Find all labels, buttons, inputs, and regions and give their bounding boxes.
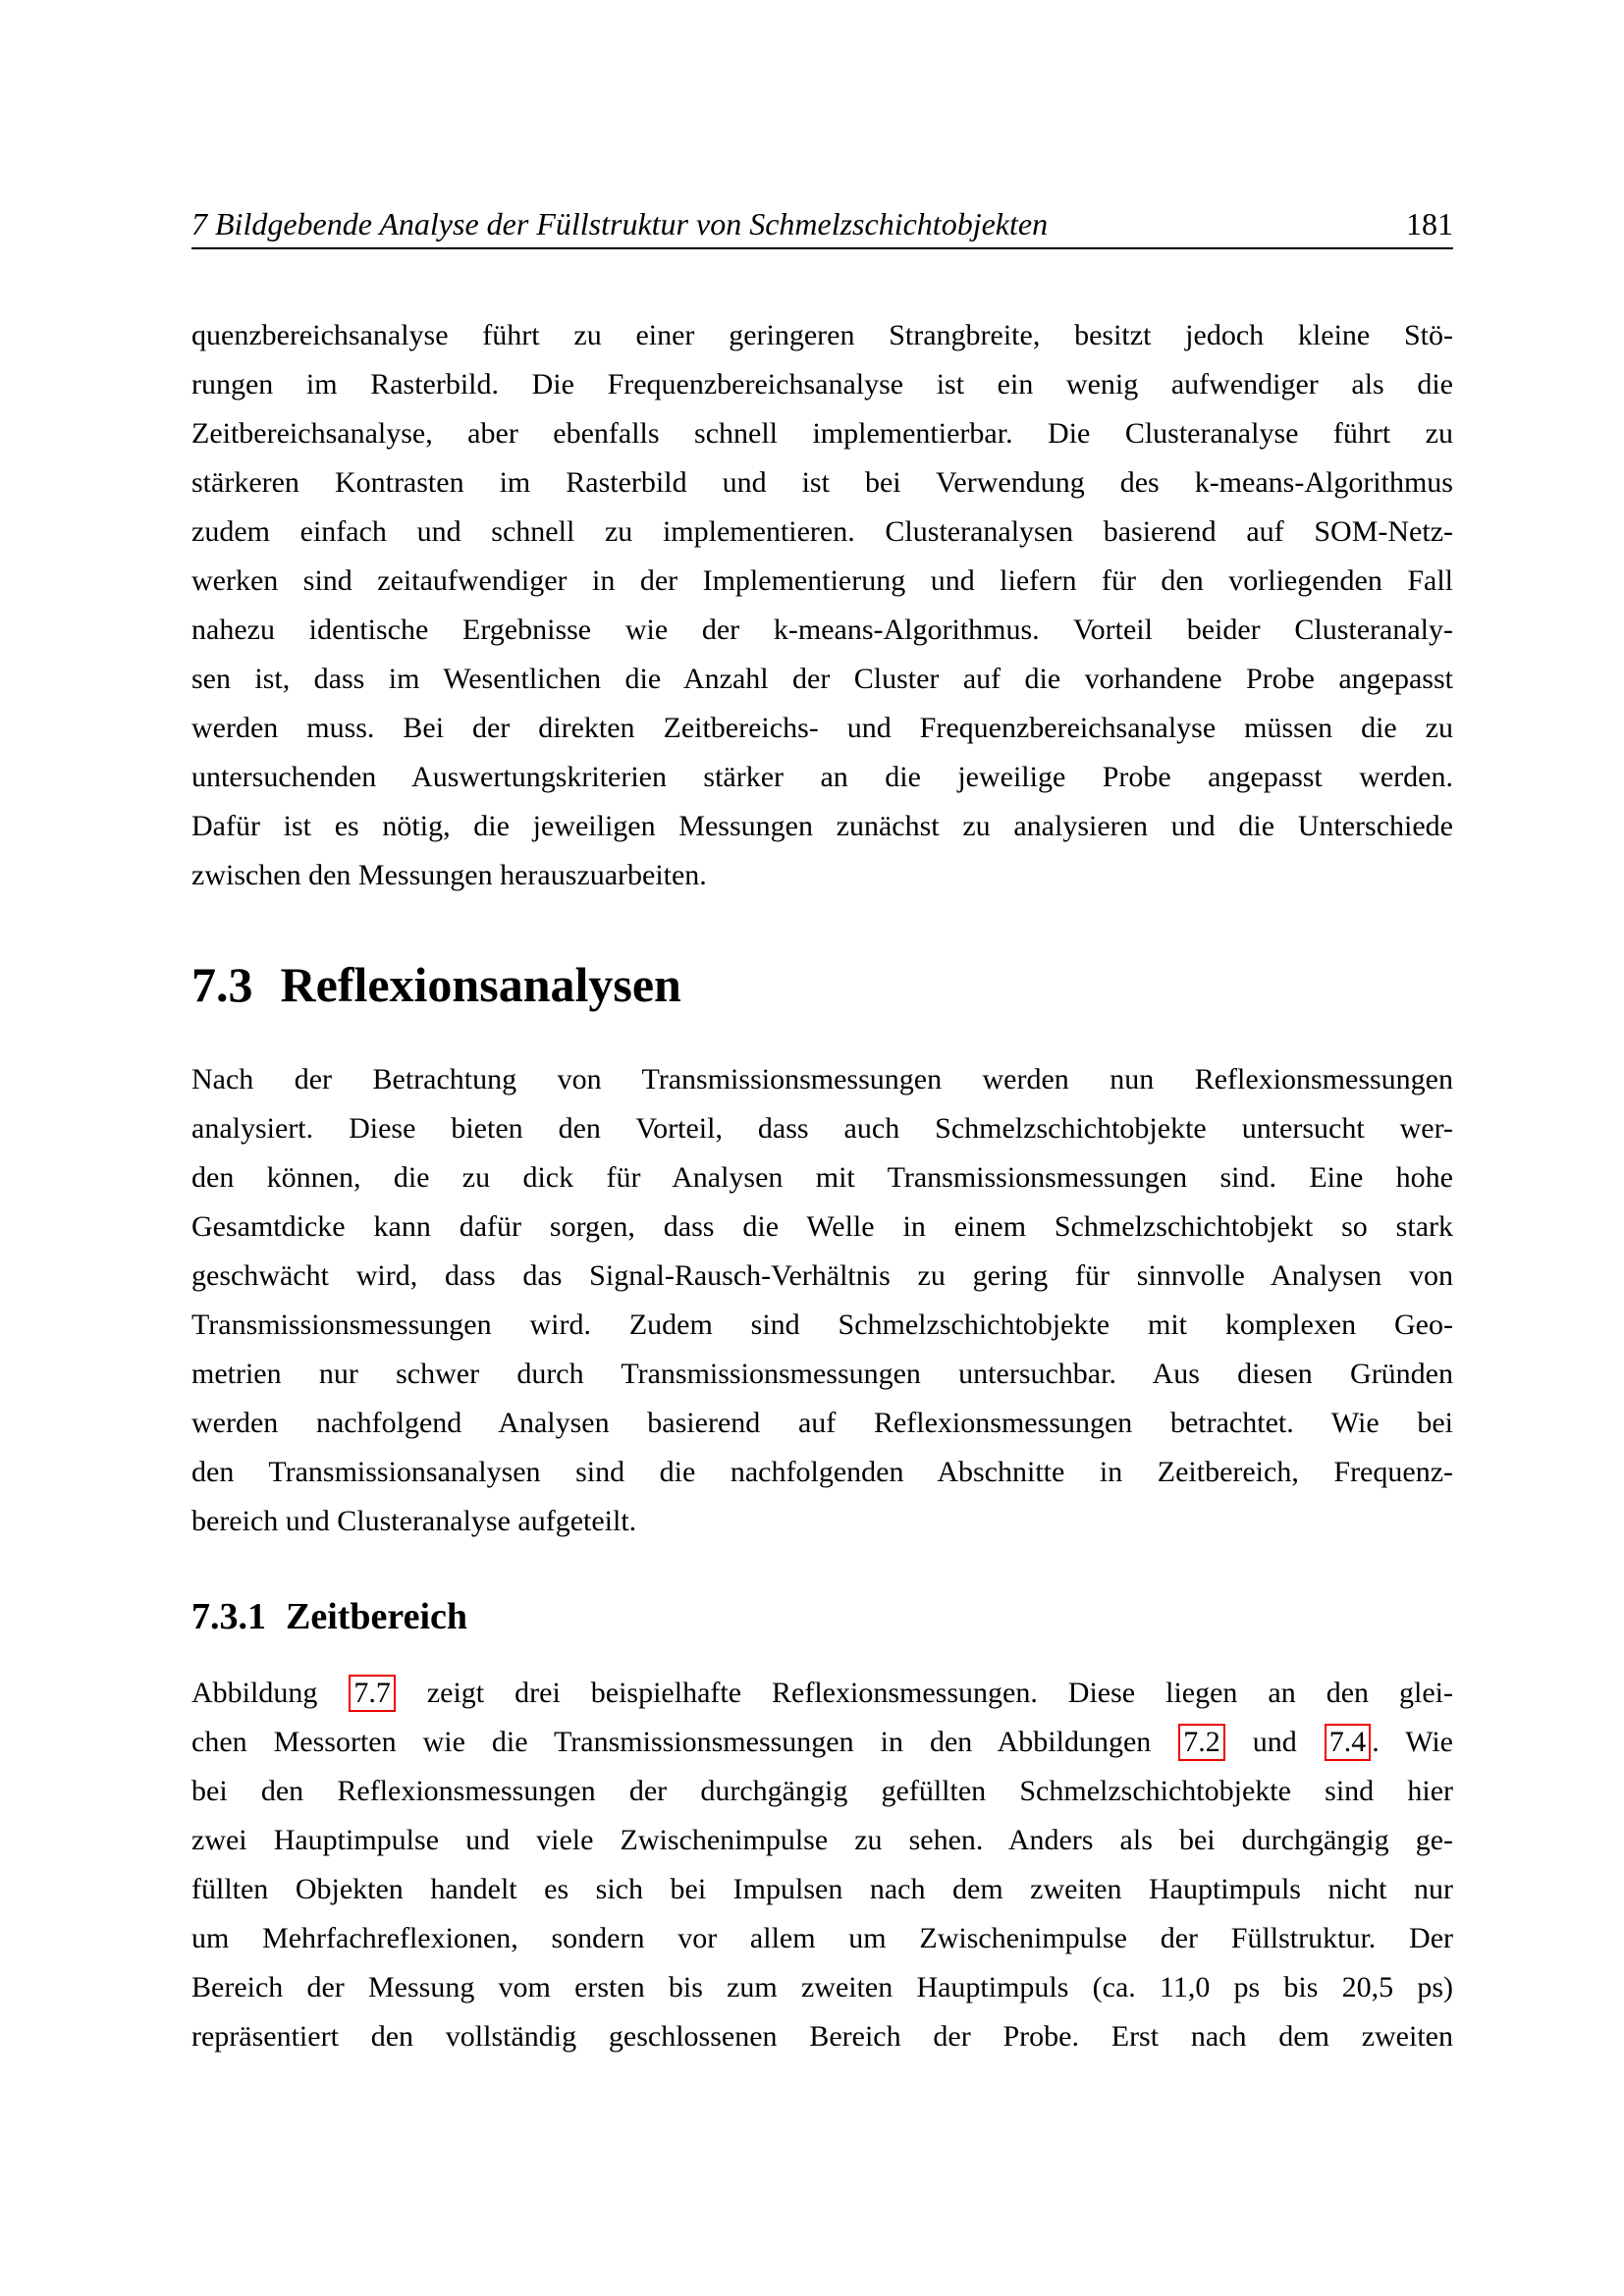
text-segment: Gesamtdicke kann dafür sorgen, dass die Welle in einem Schmelzschichtobjekt so stark <box>191 1210 1453 1243</box>
section-title: Reflexionsanalysen <box>280 957 681 1012</box>
text-segment: . Wie <box>1372 1726 1453 1758</box>
subsection-number: 7.3.1 <box>191 1596 266 1637</box>
page-number: 181 <box>1406 206 1453 241</box>
text-segment: Nach der Betrachtung von Transmissionsmessungen werden nun Reflexionsmessungen <box>191 1063 1453 1095</box>
running-header <box>191 202 1453 245</box>
text-segment: sen ist, dass im Wesentlichen die Anzahl der Cluster auf die vorhandene Probe angepasst <box>191 663 1453 695</box>
text-segment: Abbildung <box>191 1677 349 1709</box>
text-segment: nahezu identische Ergebnisse wie der k-means-Algorithmus. Vorteil beider Clusteranaly- <box>191 614 1453 646</box>
figure-reference-link[interactable]: 7.4 <box>1325 1724 1372 1761</box>
text-line <box>191 1350 1453 1399</box>
text-line <box>191 1718 1453 1767</box>
text-line <box>191 1865 1453 1914</box>
text-line <box>191 1252 1453 1301</box>
text-segment: chen Messorten wie die Transmissionsmessungen in den Abbildungen <box>191 1726 1178 1758</box>
text-line <box>191 606 1453 655</box>
text-line <box>191 753 1453 802</box>
text-segment: Transmissionsmessungen wird. Zudem sind Schmelzschichtobjekte mit komplexen Geo- <box>191 1308 1453 1341</box>
text-segment: zwei Hauptimpulse und viele Zwischenimpulse zu sehen. Anders als bei durchgängig ge- <box>191 1824 1453 1856</box>
text-segment: Dafür ist es nötig, die jeweiligen Messungen zunächst zu analysieren und die Unterschiede <box>191 810 1453 842</box>
text-segment: rungen im Rasterbild. Die Frequenzbereichsanalyse ist ein wenig aufwendiger als die <box>191 368 1453 400</box>
text-segment: quenzbereichsanalyse führt zu einer geringeren Strangbreite, besitzt jedoch kleine Stö- <box>191 319 1453 351</box>
text-line <box>191 311 1453 360</box>
text-line <box>191 1914 1453 1963</box>
section-heading <box>191 954 1453 1015</box>
text-segment: füllten Objekten handelt es sich bei Impulsen nach dem zweiten Hauptimpuls nicht nur <box>191 1873 1453 1905</box>
text-line <box>191 1104 1453 1153</box>
text-segment: und <box>1225 1726 1324 1758</box>
text-segment: Bereich der Messung vom ersten bis zum zweiten Hauptimpuls (ca. 11,0 ps bis 20,5 ps) <box>191 1971 1453 2003</box>
text-segment: Zeitbereichsanalyse, aber ebenfalls schnell implementierbar. Die Clusteranalyse führt zu <box>191 417 1453 450</box>
subsection-title: Zeitbereich <box>286 1596 468 1637</box>
text-line <box>191 458 1453 507</box>
text-line <box>191 1399 1453 1448</box>
text-line <box>191 1153 1453 1202</box>
section-number: 7.3 <box>191 957 253 1012</box>
text-segment: den können, die zu dick für Analysen mit Transmissionsmessungen sind. Eine hohe <box>191 1161 1453 1194</box>
text-line <box>191 704 1453 753</box>
text-line <box>191 802 1453 851</box>
text-line <box>191 557 1453 606</box>
header-rule <box>191 247 1453 249</box>
text-line <box>191 507 1453 557</box>
text-segment: um Mehrfachreflexionen, sondern vor allem um Zwischenimpulse der Füllstruktur. Der <box>191 1922 1453 1954</box>
text-segment: untersuchenden Auswertungskriterien stärker an die jeweilige Probe angepasst werden. <box>191 761 1453 793</box>
paragraph-3 <box>191 1669 1453 2061</box>
text-segment: zudem einfach und schnell zu implementieren. Clusteranalysen basierend auf SOM-Netz- <box>191 515 1453 548</box>
figure-reference-link[interactable]: 7.2 <box>1178 1724 1225 1761</box>
text-line <box>191 360 1453 409</box>
text-segment: repräsentiert den vollständig geschlossenen Bereich der Probe. Erst nach dem zweiten <box>191 2020 1453 2053</box>
text-segment: werden nachfolgend Analysen basierend auf Reflexionsmessungen betrachtet. Wie bei <box>191 1407 1453 1439</box>
text-line <box>191 1055 1453 1104</box>
text-line <box>191 1816 1453 1865</box>
text-segment: zeigt drei beispielhafte Reflexionsmessungen. Diese liegen an den glei- <box>396 1677 1453 1709</box>
text-line <box>191 2012 1453 2061</box>
text-segment: metrien nur schwer durch Transmissionsmessungen untersuchbar. Aus diesen Gründen <box>191 1358 1453 1390</box>
text-segment: geschwächt wird, dass das Signal-Rausch-Verhältnis zu gering für sinnvolle Analysen von <box>191 1259 1453 1292</box>
text-segment: werken sind zeitaufwendiger in der Implementierung und liefern für den vorliegenden Fall <box>191 564 1453 597</box>
text-line <box>191 1202 1453 1252</box>
text-line <box>191 1497 1453 1546</box>
text-segment: analysiert. Diese bieten den Vorteil, dass auch Schmelzschichtobjekte untersucht wer- <box>191 1112 1453 1145</box>
paragraph-1 <box>191 311 1453 900</box>
text-line <box>191 1669 1453 1718</box>
text-segment: zwischen den Messungen herauszuarbeiten. <box>191 859 707 891</box>
figure-reference-link[interactable]: 7.7 <box>349 1675 396 1712</box>
subsection-heading <box>191 1592 1453 1641</box>
text-line <box>191 851 1453 900</box>
text-line <box>191 655 1453 704</box>
text-segment: den Transmissionsanalysen sind die nachfolgenden Abschnitte in Zeitbereich, Frequenz- <box>191 1456 1453 1488</box>
text-segment: bereich und Clusteranalyse aufgeteilt. <box>191 1505 637 1537</box>
text-segment: stärkeren Kontrasten im Rasterbild und ist bei Verwendung des k-means-Algorithmus <box>191 466 1453 499</box>
text-segment: bei den Reflexionsmessungen der durchgängig gefüllten Schmelzschichtobjekte sind hier <box>191 1775 1453 1807</box>
text-line <box>191 1963 1453 2012</box>
paragraph-2 <box>191 1055 1453 1546</box>
text-line <box>191 1448 1453 1497</box>
text-line <box>191 1767 1453 1816</box>
running-header-title: 7 Bildgebende Analyse der Füllstruktur von Schmelzschichtobjekten <box>191 206 1049 241</box>
text-segment: werden muss. Bei der direkten Zeitbereichs- und Frequenzbereichsanalyse müssen die zu <box>191 712 1453 744</box>
text-line <box>191 409 1453 458</box>
text-line <box>191 1301 1453 1350</box>
